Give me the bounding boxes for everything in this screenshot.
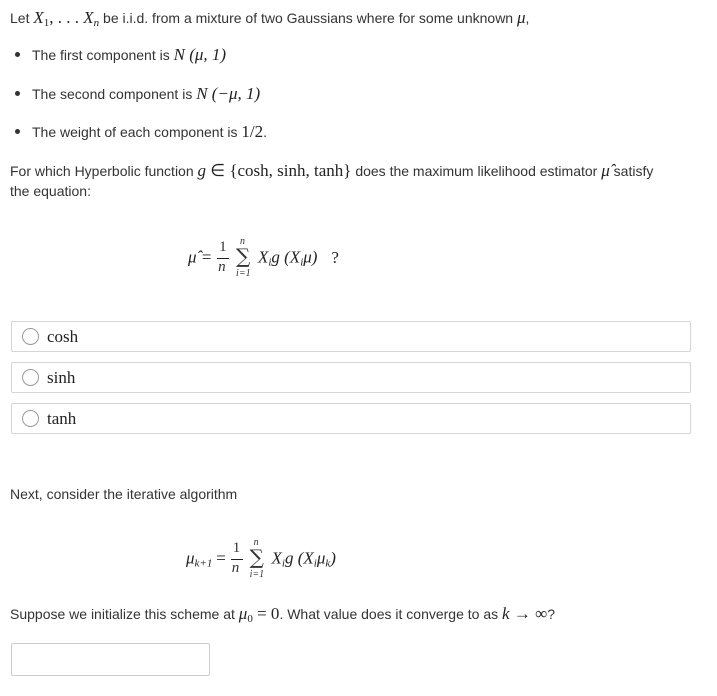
bullet-dot xyxy=(15,129,20,134)
bullet-dot xyxy=(15,91,20,96)
bullet-dot xyxy=(15,52,20,57)
option-cosh[interactable] xyxy=(11,321,691,352)
option-label: cosh xyxy=(47,327,79,346)
equation-iterative: $\mu_{k+1}$ = $\frac{1}{n}$ n ∑ i=1 $X_ig$ $(X_i\mu_k)$ xyxy=(186,537,336,583)
radio-button-sinh[interactable] xyxy=(22,369,39,386)
intro-text: Let $X_1$, . . . $X_n$ be i.i.d. from a mixture of two Gaussians where for some unknown μ, xyxy=(10,8,530,29)
radio-button-cosh[interactable] xyxy=(22,328,39,345)
bullet-weight: The weight of each component is 1/2. xyxy=(15,122,267,142)
bullet-first-component: The first component is N (μ, 1) xyxy=(15,45,226,65)
x-n-var: X xyxy=(83,8,94,27)
question-2-text: Suppose we initialize this scheme at $\mu_0 = 0$. What value does it converge to as k → ∞? xyxy=(10,604,555,625)
answer-input[interactable] xyxy=(11,643,210,676)
next-text: Next, consider the iterative algorithm xyxy=(10,486,238,502)
summation: n ∑ i=1 xyxy=(249,537,265,580)
option-label: tanh xyxy=(47,409,77,428)
option-tanh[interactable] xyxy=(11,403,691,434)
question-1-text: For which Hyperbolic function g ∈ {cosh, sinh, tanh} does the maximum likelihood estimator μ̂ satisfy xyxy=(10,161,654,180)
question-1-text-line2: the equation: xyxy=(10,183,91,199)
option-sinh[interactable] xyxy=(11,362,691,393)
radio-button-tanh[interactable] xyxy=(22,410,39,427)
summation: n ∑ i=1 xyxy=(236,236,251,279)
bullet-second-component: The second component is N (−μ, 1) xyxy=(15,84,260,104)
option-label: sinh xyxy=(47,368,76,387)
fraction: $\frac{1}{n}$ xyxy=(230,540,244,580)
equation-mle: μ̂ = $\frac{1}{n}$ n ∑ i=1 $X_ig$ $(X_i\mu)$ ? xyxy=(188,236,339,282)
fraction: $\frac{1}{n}$ xyxy=(216,239,230,279)
